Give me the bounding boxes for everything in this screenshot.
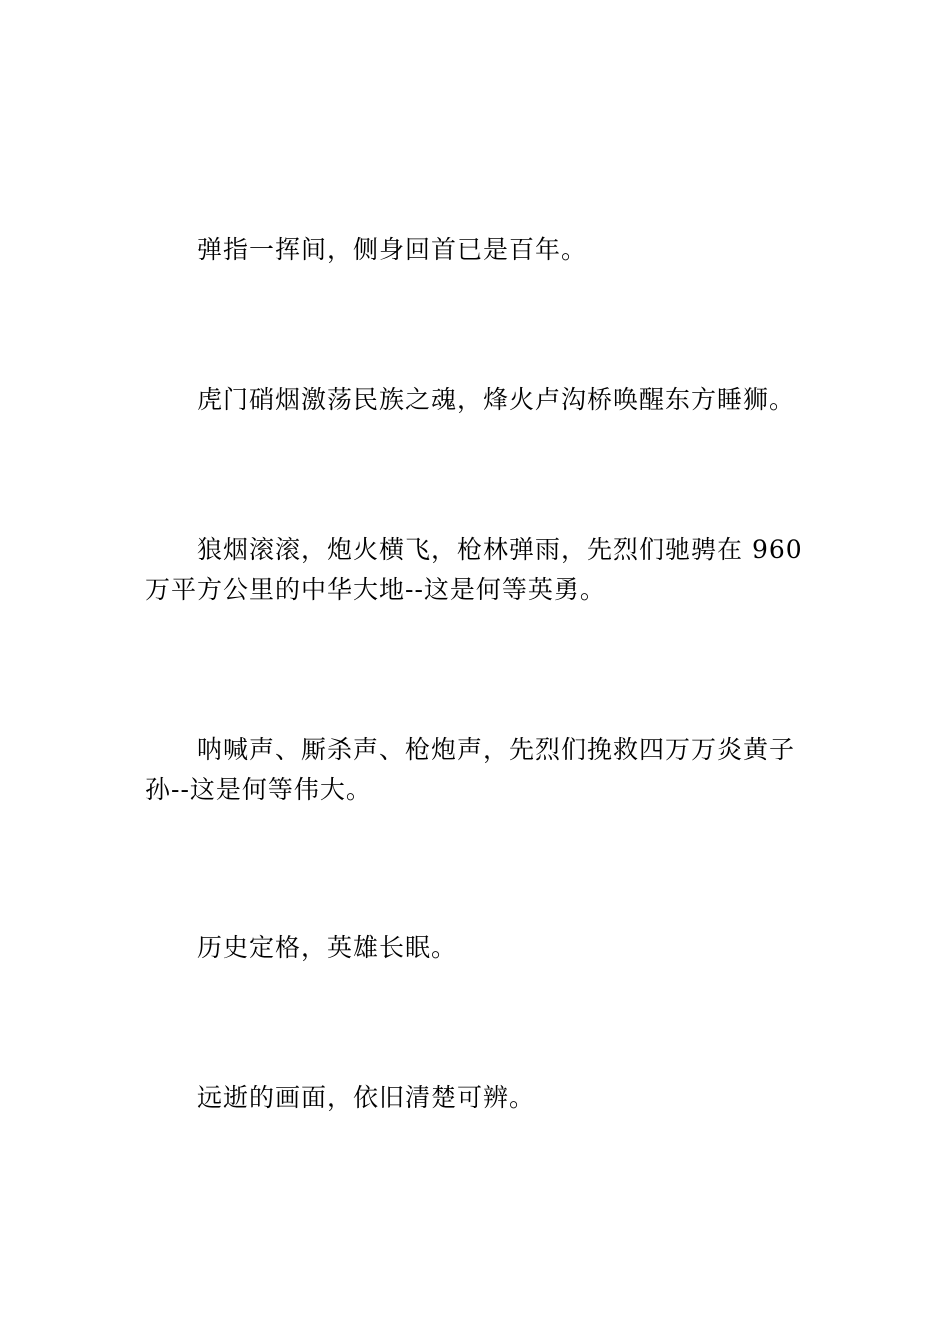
paragraph: 历史定格，英雄长眠。 xyxy=(197,933,458,962)
paragraph: 远逝的画面，依旧清楚可辨。 xyxy=(197,1083,536,1112)
paragraph: 弹指一挥间，侧身回首已是百年。 xyxy=(197,235,588,264)
paragraph: 虎门硝烟激荡民族之魂，烽火卢沟桥唤醒东方睡狮。 xyxy=(197,385,796,414)
paragraph: 狼烟滚滚，炮火横飞，枪林弹雨，先烈们驰骋在 960 万平方公里的中华大地--这是何等英勇。 xyxy=(145,535,803,604)
paragraph: 呐喊声、厮杀声、枪炮声，先烈们挽救四万万炎黄子孙--这是何等伟大。 xyxy=(145,735,796,804)
